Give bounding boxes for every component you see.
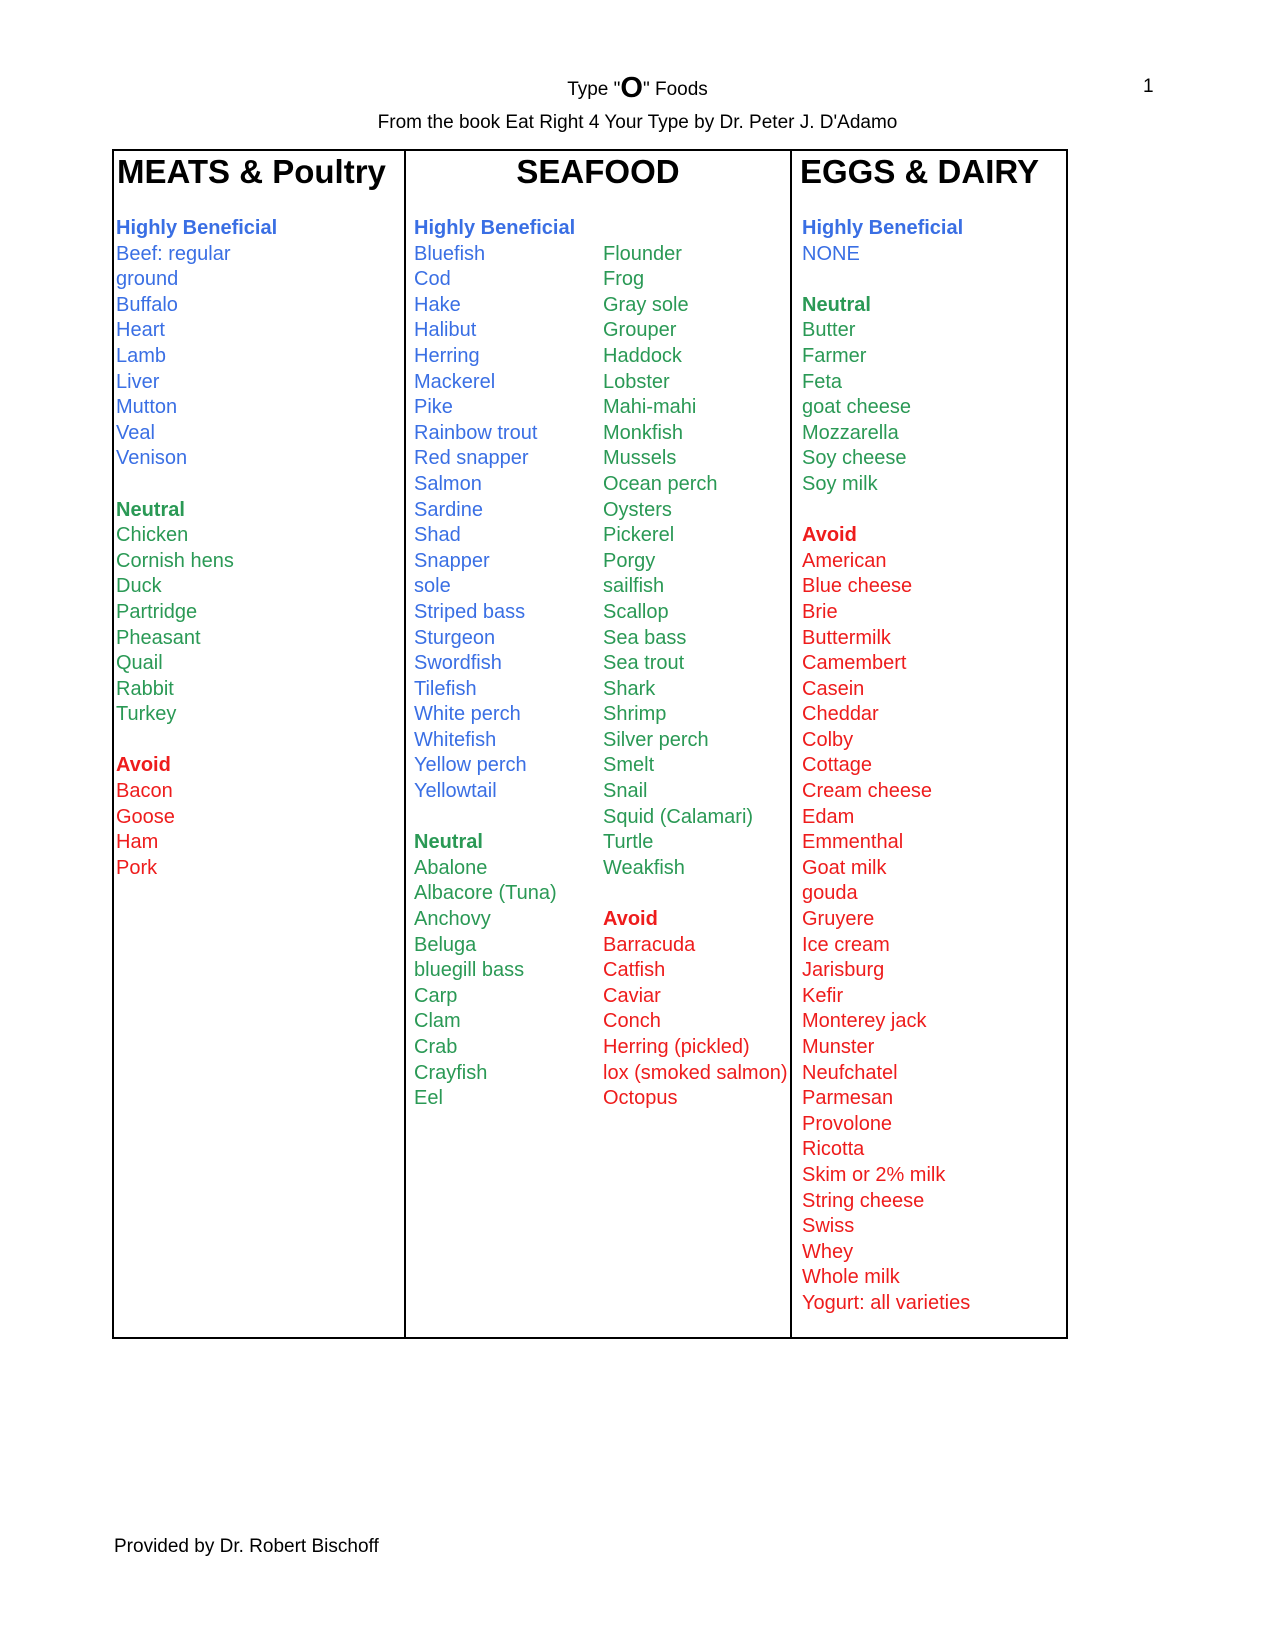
list-item: Sea bass <box>603 626 687 649</box>
list-item: Farmer <box>802 344 867 367</box>
list-item: Whole milk <box>802 1266 900 1289</box>
list-item: gouda <box>802 882 858 905</box>
list-item: Halibut <box>414 319 477 342</box>
list-item: Porgy <box>603 549 656 572</box>
list-item: Swiss <box>802 1215 855 1238</box>
spacer <box>603 216 788 242</box>
list-item: Sturgeon <box>414 626 496 649</box>
title-letter: O <box>620 72 643 104</box>
list-item: lox (smoked salmon) <box>603 1061 788 1084</box>
list-item: String cheese <box>802 1189 925 1212</box>
list-item: Squid (Calamari) <box>603 805 754 828</box>
list-item: Caviar <box>603 984 661 1007</box>
list-item: Cornish hens <box>116 549 234 572</box>
list-item: Blue cheese <box>802 575 913 598</box>
list-item: Kefir <box>802 984 844 1007</box>
list-item: Scallop <box>603 600 669 623</box>
list-item: Sardine <box>414 498 483 521</box>
list-item: Haddock <box>603 344 682 367</box>
list-item: Catfish <box>603 959 666 982</box>
list-item: Soy cheese <box>802 447 907 470</box>
list-item: Emmenthal <box>802 831 904 854</box>
list-item: Cream cheese <box>802 780 933 803</box>
list-item: Feta <box>802 370 843 393</box>
list-item: Soy milk <box>802 472 878 495</box>
list-item: Heart <box>116 319 165 342</box>
list-item: Conch <box>603 1010 661 1033</box>
list-item: Cottage <box>802 754 873 777</box>
list-item: Crayfish <box>414 1061 488 1084</box>
spacer <box>603 881 788 907</box>
seafood-list-b <box>603 216 788 1112</box>
list-item: Goat milk <box>802 856 887 879</box>
eggs-heading: EGGS & DAIRY <box>800 153 1039 190</box>
list-item: Silver perch <box>603 728 709 751</box>
list-item: Edam <box>802 805 855 828</box>
spacer <box>116 472 277 498</box>
list-item: Herring <box>414 344 480 367</box>
seafood-list-a <box>414 216 575 1112</box>
list-item: Butter <box>802 319 856 342</box>
meats-neutral-label: Neutral <box>116 498 185 521</box>
list-item: sole <box>414 575 451 598</box>
list-item: Monkfish <box>603 421 684 444</box>
list-item: White perch <box>414 703 521 726</box>
seafood-neutral-label: Neutral <box>414 831 483 854</box>
column-divider-2 <box>790 149 792 1339</box>
list-item: Hake <box>414 293 461 316</box>
list-item: Albacore (Tuna) <box>414 882 557 905</box>
spacer <box>802 267 970 293</box>
list-item: Pickerel <box>603 524 675 547</box>
page-subtitle: From the book Eat Right 4 Your Type by Dr. Peter J. D'Adamo <box>377 112 898 133</box>
column-divider-1 <box>404 149 406 1339</box>
spacer <box>116 728 277 754</box>
title-prefix: Type " <box>567 79 621 100</box>
list-item: Munster <box>802 1036 875 1058</box>
list-item: Snapper <box>414 549 490 572</box>
list-item: Bluefish <box>414 242 486 265</box>
list-item: Shark <box>603 677 656 700</box>
page-number: 1 <box>1143 76 1154 97</box>
list-item: Quail <box>116 652 163 675</box>
list-item: Frog <box>603 268 645 291</box>
list-item: Mackerel <box>414 370 496 393</box>
list-item: Lobster <box>603 370 670 393</box>
list-item: goat cheese <box>802 396 911 419</box>
list-item: Pike <box>414 396 453 419</box>
list-item: NONE <box>802 242 860 265</box>
list-item: Mozzarella <box>802 421 899 444</box>
eggs-neutral-label: Neutral <box>802 293 871 316</box>
list-item: Monterey jack <box>802 1010 927 1033</box>
list-item: Anchovy <box>414 908 491 931</box>
meats-heading: MEATS & Poultry <box>117 153 386 190</box>
list-item: Abalone <box>414 856 488 879</box>
list-item: Pheasant <box>116 626 201 649</box>
spacer <box>414 805 575 831</box>
list-item: Sea trout <box>603 652 685 675</box>
list-item: Skim or 2% milk <box>802 1163 946 1186</box>
seafood-heading: SEAFOOD <box>516 153 680 190</box>
list-item: Oysters <box>603 498 672 521</box>
list-item: Whitefish <box>414 728 497 751</box>
list-item: Ricotta <box>802 1138 865 1161</box>
list-item: Jarisburg <box>802 959 885 982</box>
list-item: Lamb <box>116 344 167 367</box>
list-item: Ham <box>116 831 159 854</box>
list-item: Cod <box>414 268 451 291</box>
list-item: Rabbit <box>116 677 174 700</box>
list-item: Ocean perch <box>603 472 718 495</box>
list-item: Buffalo <box>116 293 178 316</box>
list-item: Bacon <box>116 780 173 803</box>
list-item: Venison <box>116 447 188 470</box>
list-item: Neufchatel <box>802 1061 898 1084</box>
list-item: bluegill bass <box>414 959 525 982</box>
list-item: Salmon <box>414 472 482 495</box>
list-item: Smelt <box>603 754 655 777</box>
list-item: Yellow perch <box>414 754 527 777</box>
eggs-avoid-label: Avoid <box>802 524 857 547</box>
list-item: Camembert <box>802 652 907 675</box>
list-item: Goose <box>116 805 175 828</box>
list-item: Swordfish <box>414 652 502 675</box>
list-item: Yellowtail <box>414 780 497 803</box>
list-item: Liver <box>116 370 160 393</box>
list-item: American <box>802 549 887 572</box>
list-item: Mussels <box>603 447 677 470</box>
list-item: Parmesan <box>802 1087 894 1110</box>
list-item: ground <box>116 268 179 291</box>
list-item: Octopus <box>603 1087 678 1110</box>
list-item: Tilefish <box>414 677 477 700</box>
list-item: Flounder <box>603 242 682 265</box>
footer-credit: Provided by Dr. Robert Bischoff <box>114 1536 379 1557</box>
list-item: Buttermilk <box>802 626 891 649</box>
list-item: Snail <box>603 780 648 803</box>
list-item: Striped bass <box>414 600 526 623</box>
list-item: Partridge <box>116 600 198 623</box>
list-item: Gruyere <box>802 908 875 931</box>
list-item: Turkey <box>116 703 177 726</box>
list-item: Beluga <box>414 933 477 956</box>
list-item: Whey <box>802 1240 854 1263</box>
list-item: Crab <box>414 1036 458 1058</box>
list-item: Carp <box>414 984 458 1007</box>
list-item: Chicken <box>116 524 189 547</box>
list-item: Mutton <box>116 396 178 419</box>
meats-avoid-label: Avoid <box>116 754 171 777</box>
list-item: Duck <box>116 575 162 598</box>
list-item: Yogurt: all varieties <box>802 1291 971 1314</box>
meats-list <box>116 216 277 881</box>
list-item: Ice cream <box>802 933 890 956</box>
meats-highly-beneficial-label: Highly Beneficial <box>116 217 278 239</box>
list-item: Shrimp <box>603 703 667 726</box>
list-item: Weakfish <box>603 856 685 879</box>
list-item: Rainbow trout <box>414 421 538 444</box>
title-suffix: " Foods <box>642 79 708 100</box>
page-title <box>0 72 1275 104</box>
list-item: Shad <box>414 524 461 547</box>
list-item: sailfish <box>603 575 665 598</box>
list-item: Herring (pickled) <box>603 1036 750 1058</box>
seafood-highly-beneficial-label: Highly Beneficial <box>414 217 576 239</box>
list-item: Pork <box>116 856 158 879</box>
list-item: Eel <box>414 1087 443 1110</box>
list-item: Beef: regular <box>116 242 231 265</box>
list-item: Colby <box>802 728 854 751</box>
list-item: Barracuda <box>603 933 696 956</box>
list-item: Gray sole <box>603 293 689 316</box>
eggs-highly-beneficial-label: Highly Beneficial <box>802 217 964 239</box>
list-item: Brie <box>802 600 838 623</box>
list-item: Turtle <box>603 831 654 854</box>
list-item: Mahi-mahi <box>603 396 697 419</box>
list-item: Clam <box>414 1010 461 1033</box>
list-item: Cheddar <box>802 703 879 726</box>
list-item: Veal <box>116 421 155 444</box>
list-item: Grouper <box>603 319 677 342</box>
eggs-list <box>802 216 970 1317</box>
list-item: Casein <box>802 677 865 700</box>
list-item: Red snapper <box>414 447 529 470</box>
seafood-avoid-label: Avoid <box>603 908 658 931</box>
list-item: Provolone <box>802 1112 893 1135</box>
spacer <box>802 498 970 524</box>
